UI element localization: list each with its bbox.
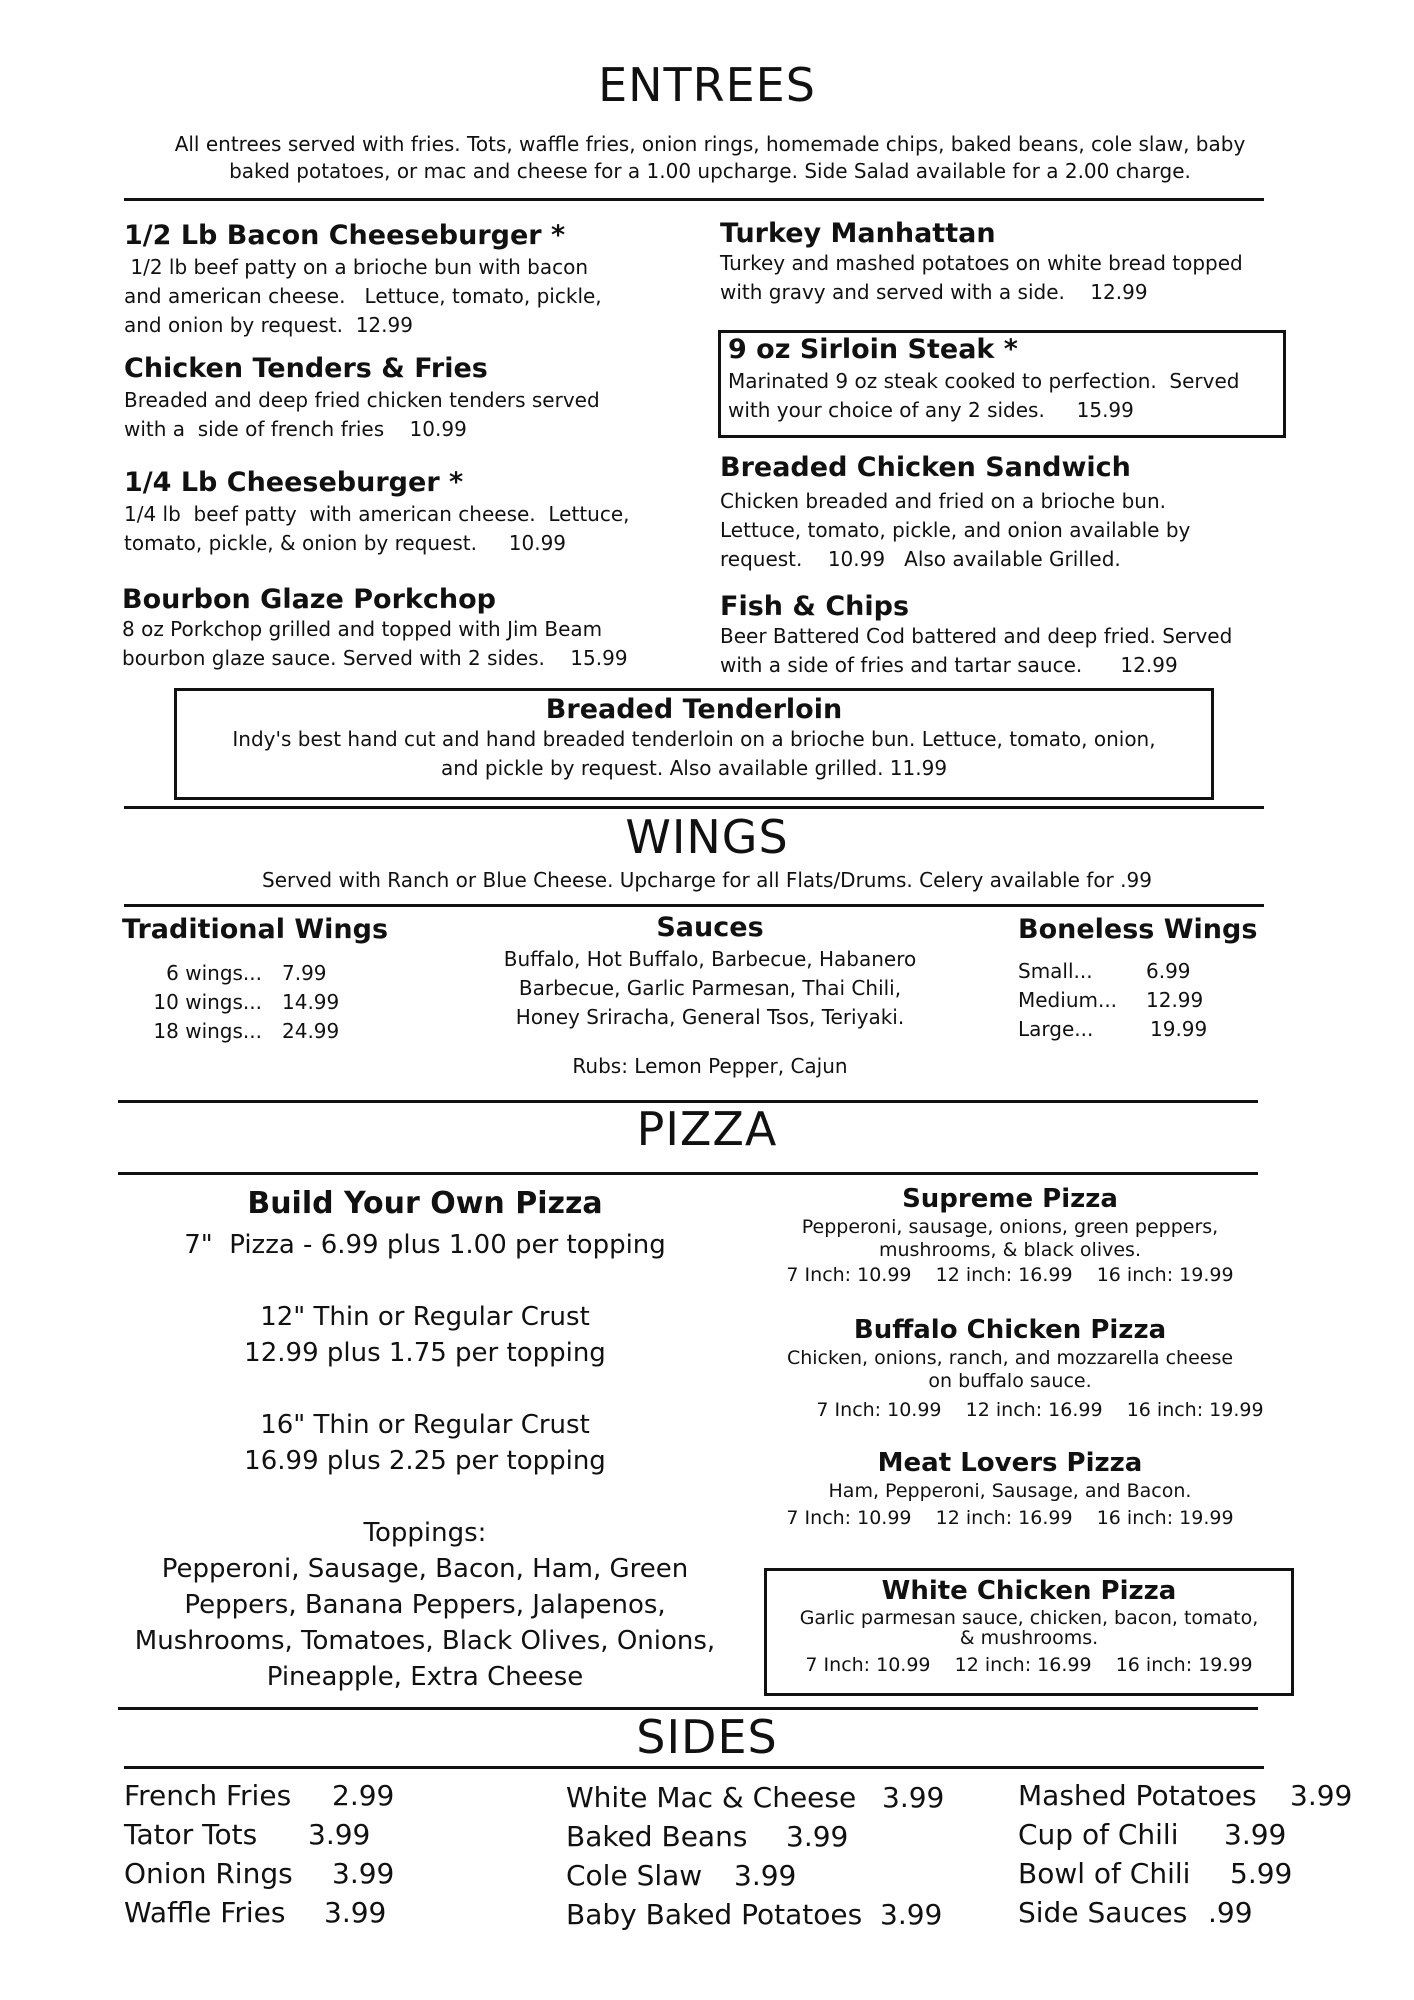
row-price: 12.99 bbox=[1146, 988, 1204, 1012]
spacer bbox=[120, 1371, 730, 1407]
desc-line: with a side of fries and tartar sauce. 12.99 bbox=[720, 653, 1178, 677]
desc-line: bourbon glaze sauce. Served with 2 sides. 15.99 bbox=[122, 646, 628, 670]
side-price: 3.99 bbox=[1290, 1779, 1353, 1812]
pizza-buffalo-chicken bbox=[740, 1315, 1280, 1422]
side-price: 2.99 bbox=[332, 1779, 395, 1812]
item-description bbox=[740, 1216, 1280, 1262]
desc-line: 7" Pizza - 6.99 plus 1.00 per topping bbox=[184, 1230, 666, 1260]
desc-line: Pepperoni, sausage, onions, green peppers, bbox=[801, 1216, 1219, 1238]
desc-line: mushrooms, & black olives. bbox=[878, 1239, 1141, 1261]
entrees-intro-line-1: All entrees served with fries. Tots, waffle fries, onion rings, homemade chips, baked beans, cole slaw, baby bbox=[174, 132, 1246, 156]
sides-column-2 bbox=[566, 1778, 944, 1934]
entrees-title: ENTREES bbox=[598, 58, 816, 112]
menu-item-fish-chips bbox=[720, 591, 1320, 680]
item-description bbox=[740, 1480, 1280, 1503]
item-name: Meat Lovers Pizza bbox=[877, 1448, 1143, 1478]
desc-line: Buffalo, Hot Buffalo, Barbecue, Habanero bbox=[503, 947, 917, 971]
divider bbox=[124, 1766, 1264, 1769]
desc-line: Chicken, onions, ranch, and mozzarella cheese bbox=[786, 1347, 1234, 1369]
pizza-white-chicken bbox=[764, 1576, 1294, 1677]
menu-item-turkey-manhattan bbox=[720, 218, 1320, 307]
price-row bbox=[1018, 957, 1318, 986]
price-row bbox=[122, 959, 482, 988]
desc-line: with a side of french fries 10.99 bbox=[124, 417, 467, 441]
side-item bbox=[566, 1856, 944, 1895]
side-name: Waffle Fries bbox=[124, 1896, 286, 1929]
side-name: White Mac & Cheese bbox=[566, 1781, 857, 1814]
side-name: Cup of Chili bbox=[1018, 1818, 1179, 1851]
desc-line: 1/2 lb beef patty on a brioche bun with bacon bbox=[124, 255, 589, 279]
item-name: White Chicken Pizza bbox=[881, 1576, 1177, 1606]
row-label: Medium... bbox=[1018, 988, 1118, 1012]
side-item bbox=[1018, 1893, 1352, 1932]
desc-line: & mushrooms. bbox=[959, 1627, 1099, 1649]
menu-item-quarter-cheeseburger bbox=[124, 467, 684, 558]
pizza-supreme bbox=[740, 1184, 1280, 1287]
row-label: Large... bbox=[1018, 1017, 1094, 1041]
item-name: Boneless Wings bbox=[1018, 914, 1258, 945]
rubs-line: Rubs: Lemon Pepper, Cajun bbox=[572, 1054, 848, 1078]
row-label: 6 wings... bbox=[166, 961, 262, 985]
traditional-wings bbox=[122, 914, 482, 1046]
side-price: .99 bbox=[1208, 1896, 1253, 1929]
toppings-line: Peppers, Banana Peppers, Jalapenos, bbox=[184, 1590, 666, 1620]
row-price: 24.99 bbox=[282, 1019, 340, 1043]
item-name: Traditional Wings bbox=[122, 914, 389, 945]
desc-line: Turkey and mashed potatoes on white bread topped bbox=[720, 251, 1243, 275]
desc-line: and onion by request. 12.99 bbox=[124, 313, 413, 337]
desc-line: 12" Thin or Regular Crust bbox=[260, 1302, 590, 1332]
row-price: 19.99 bbox=[1150, 1017, 1208, 1041]
item-name: 1/4 Lb Cheeseburger * bbox=[124, 467, 464, 498]
price-row bbox=[1018, 986, 1318, 1015]
desc-line: Lettuce, tomato, pickle, and onion available by bbox=[720, 518, 1191, 542]
desc-line: 16" Thin or Regular Crust bbox=[260, 1410, 590, 1440]
row-label: 10 wings... bbox=[153, 990, 262, 1014]
item-name: Buffalo Chicken Pizza bbox=[853, 1315, 1167, 1345]
side-price: 3.99 bbox=[786, 1820, 849, 1853]
desc-line: and pickle by request. Also available grilled. 11.99 bbox=[440, 756, 948, 780]
desc-line: with gravy and served with a side. 12.99 bbox=[720, 280, 1148, 304]
desc-line: Garlic parmesan sauce, chicken, bacon, tomato, bbox=[799, 1607, 1259, 1629]
item-description bbox=[174, 725, 1214, 783]
row-price: 14.99 bbox=[282, 990, 340, 1014]
price-row bbox=[1018, 1015, 1318, 1044]
divider bbox=[124, 198, 1264, 201]
desc-line: 12.99 plus 1.75 per topping bbox=[244, 1338, 606, 1368]
item-name: Bourbon Glaze Porkchop bbox=[122, 584, 496, 615]
wing-sauces bbox=[470, 912, 950, 1081]
desc-line: Indy's best hand cut and hand breaded tenderloin on a brioche bun. Lettuce, tomato, onion, bbox=[232, 727, 1156, 751]
desc-line: 1/4 lb beef patty with american cheese. Lettuce, bbox=[124, 502, 630, 526]
desc-line: Marinated 9 oz steak cooked to perfection. Served bbox=[728, 369, 1240, 393]
side-item bbox=[566, 1778, 944, 1817]
size-prices: 7 Inch: 10.99 12 inch: 16.99 16 inch: 19.99 bbox=[816, 1399, 1264, 1421]
wings-intro: Served with Ranch or Blue Cheese. Upcharge for all Flats/Drums. Celery available for .99 bbox=[262, 868, 1152, 892]
build-your-own-pizza bbox=[120, 1186, 730, 1695]
side-item bbox=[124, 1854, 394, 1893]
item-description bbox=[124, 253, 684, 340]
entrees-intro bbox=[60, 130, 1360, 186]
size-prices: 7 Inch: 10.99 12 inch: 16.99 16 inch: 19.99 bbox=[786, 1264, 1234, 1286]
item-name: Chicken Tenders & Fries bbox=[124, 353, 488, 384]
spacer bbox=[120, 1263, 730, 1299]
row-price: 6.99 bbox=[1146, 959, 1191, 983]
side-item bbox=[566, 1817, 944, 1856]
desc-line: Beer Battered Cod battered and deep fried. Served bbox=[720, 624, 1233, 648]
side-price: 3.99 bbox=[882, 1781, 945, 1814]
side-price: 3.99 bbox=[308, 1818, 371, 1851]
desc-line: Breaded and deep fried chicken tenders served bbox=[124, 388, 600, 412]
menu-item-bacon-cheeseburger bbox=[124, 220, 684, 340]
desc-line: Honey Sriracha, General Tsos, Teriyaki. bbox=[515, 1005, 905, 1029]
menu-item-sirloin-steak bbox=[728, 334, 1288, 425]
side-name: Onion Rings bbox=[124, 1857, 293, 1890]
desc-line: Chicken breaded and fried on a brioche bun. bbox=[720, 489, 1166, 513]
divider bbox=[124, 904, 1264, 907]
desc-line: Ham, Pepperoni, Sausage, and Bacon. bbox=[828, 1480, 1192, 1502]
desc-line: on buffalo sauce. bbox=[928, 1370, 1092, 1392]
side-item bbox=[1018, 1854, 1352, 1893]
wing-price-list bbox=[1018, 957, 1318, 1044]
item-description bbox=[124, 500, 684, 558]
wing-price-list bbox=[122, 959, 482, 1046]
toppings-label: Toppings: bbox=[363, 1518, 487, 1548]
sides-column-3 bbox=[1018, 1776, 1352, 1932]
side-item bbox=[566, 1895, 944, 1934]
menu-item-chicken-sandwich bbox=[720, 452, 1320, 574]
item-description bbox=[720, 249, 1320, 307]
side-item bbox=[1018, 1815, 1352, 1854]
item-name: 1/2 Lb Bacon Cheeseburger * bbox=[124, 220, 566, 251]
desc-line: with your choice of any 2 sides. 15.99 bbox=[728, 398, 1134, 422]
menu-item-chicken-tenders bbox=[124, 353, 684, 444]
side-item bbox=[1018, 1776, 1352, 1815]
divider bbox=[124, 806, 1264, 809]
item-description bbox=[728, 367, 1288, 425]
sides-title: SIDES bbox=[636, 1710, 778, 1764]
item-description bbox=[764, 1608, 1294, 1648]
menu-item-porkchop bbox=[122, 584, 692, 673]
divider bbox=[118, 1172, 1258, 1175]
item-name: Sauces bbox=[656, 912, 764, 943]
side-name: Tator Tots bbox=[124, 1818, 258, 1851]
side-price: 5.99 bbox=[1230, 1857, 1293, 1890]
menu-item-tenderloin bbox=[174, 694, 1214, 783]
desc-line: 8 oz Porkchop grilled and topped with Jim Beam bbox=[122, 617, 603, 641]
side-name: French Fries bbox=[124, 1779, 292, 1812]
sauce-list bbox=[470, 945, 950, 1081]
side-price: 3.99 bbox=[332, 1857, 395, 1890]
side-name: Cole Slaw bbox=[566, 1859, 703, 1892]
pizza-meat-lovers bbox=[740, 1448, 1280, 1530]
desc-line: request. 10.99 Also available Grilled. bbox=[720, 547, 1121, 571]
item-description bbox=[740, 1347, 1280, 1393]
item-name: Fish & Chips bbox=[720, 591, 910, 622]
item-name: Supreme Pizza bbox=[902, 1184, 1118, 1214]
item-name: 9 oz Sirloin Steak * bbox=[728, 334, 1018, 365]
desc-line: Barbecue, Garlic Parmesan, Thai Chili, bbox=[518, 976, 902, 1000]
side-item bbox=[124, 1893, 394, 1932]
price-row bbox=[122, 988, 482, 1017]
side-name: Baked Beans bbox=[566, 1820, 748, 1853]
item-description bbox=[124, 386, 684, 444]
price-row bbox=[122, 1017, 482, 1046]
side-name: Mashed Potatoes bbox=[1018, 1779, 1257, 1812]
row-label: Small... bbox=[1018, 959, 1093, 983]
item-description bbox=[720, 487, 1320, 574]
item-name: Breaded Chicken Sandwich bbox=[720, 452, 1131, 483]
side-item bbox=[124, 1776, 394, 1815]
size-prices: 7 Inch: 10.99 12 inch: 16.99 16 inch: 19.99 bbox=[786, 1507, 1234, 1529]
toppings-line: Pepperoni, Sausage, Bacon, Ham, Green bbox=[161, 1554, 689, 1584]
desc-line: tomato, pickle, & onion by request. 10.99 bbox=[124, 531, 567, 555]
pizza-title: PIZZA bbox=[636, 1102, 778, 1156]
toppings-line: Pineapple, Extra Cheese bbox=[266, 1662, 584, 1692]
spacer bbox=[120, 1479, 730, 1515]
side-price: 3.99 bbox=[880, 1898, 943, 1931]
size-prices: 7 Inch: 10.99 12 inch: 16.99 16 inch: 19.99 bbox=[805, 1654, 1253, 1676]
entrees-intro-line-2: baked potatoes, or mac and cheese for a 1.00 upcharge. Side Salad available for a 2.00 charge. bbox=[229, 159, 1191, 183]
row-label: 18 wings... bbox=[153, 1019, 262, 1043]
boneless-wings bbox=[1018, 914, 1318, 1044]
build-pricing bbox=[120, 1227, 730, 1695]
toppings-line: Mushrooms, Tomatoes, Black Olives, Onions, bbox=[134, 1626, 716, 1656]
sides-column-1 bbox=[124, 1776, 394, 1932]
side-name: Side Sauces bbox=[1018, 1896, 1188, 1929]
wings-title: WINGS bbox=[625, 810, 789, 864]
item-name: Breaded Tenderloin bbox=[545, 694, 843, 725]
row-price: 7.99 bbox=[282, 961, 327, 985]
item-description bbox=[122, 615, 692, 673]
side-item bbox=[124, 1815, 394, 1854]
side-name: Bowl of Chili bbox=[1018, 1857, 1191, 1890]
side-price: 3.99 bbox=[1224, 1818, 1287, 1851]
item-description bbox=[720, 622, 1320, 680]
desc-line: and american cheese. Lettuce, tomato, pickle, bbox=[124, 284, 602, 308]
side-name: Baby Baked Potatoes bbox=[566, 1898, 863, 1931]
item-name: Turkey Manhattan bbox=[720, 218, 996, 249]
side-price: 3.99 bbox=[734, 1859, 797, 1892]
item-name: Build Your Own Pizza bbox=[247, 1186, 603, 1221]
side-price: 3.99 bbox=[324, 1896, 387, 1929]
desc-line: 16.99 plus 2.25 per topping bbox=[244, 1446, 606, 1476]
